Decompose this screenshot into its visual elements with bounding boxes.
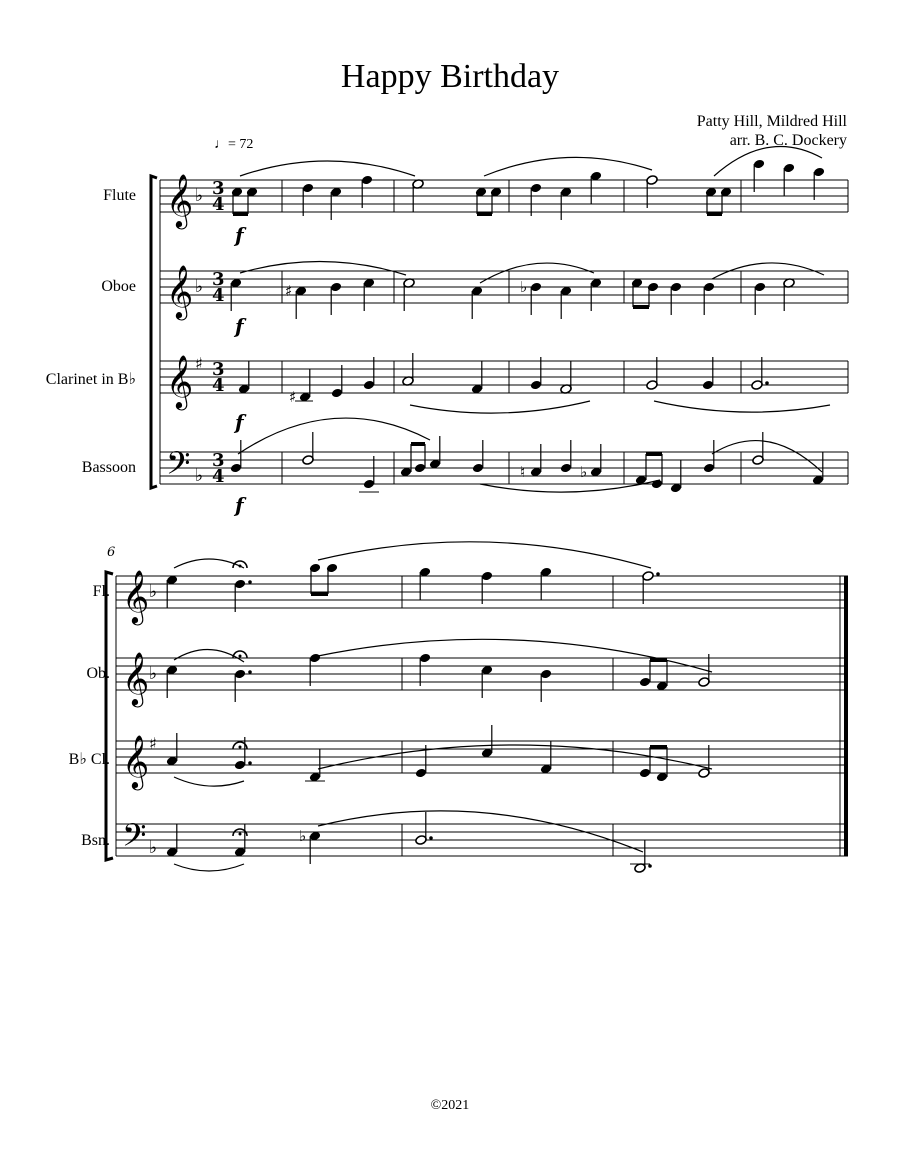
key-signature: ♭ bbox=[149, 582, 158, 602]
system-bracket bbox=[106, 572, 113, 860]
slur bbox=[484, 157, 652, 176]
slur bbox=[318, 811, 643, 852]
instrument-name-flute: Flute bbox=[103, 187, 136, 204]
dot bbox=[248, 580, 252, 584]
slur bbox=[480, 263, 594, 283]
slur bbox=[174, 649, 244, 662]
key-signature: ♭ bbox=[195, 277, 204, 297]
notehead bbox=[639, 768, 651, 779]
slur bbox=[410, 401, 590, 413]
composer-credit: Patty Hill, Mildred Hill bbox=[696, 113, 847, 130]
slur bbox=[238, 418, 430, 454]
slur bbox=[654, 401, 830, 412]
dot bbox=[656, 572, 660, 576]
dynamic-marking: f bbox=[235, 493, 244, 517]
fermata-dot bbox=[239, 655, 242, 658]
system-bracket bbox=[151, 176, 157, 488]
notehead bbox=[414, 463, 426, 474]
time-signature: 4 bbox=[212, 375, 225, 396]
dynamic-marking: f bbox=[235, 314, 244, 338]
accidental: ♯ bbox=[285, 282, 293, 300]
accidental: ♭ bbox=[299, 827, 307, 845]
dot bbox=[648, 864, 652, 868]
time-signature: 3 bbox=[212, 359, 225, 380]
key-signature: ♭ bbox=[195, 466, 204, 486]
fermata-dot bbox=[239, 746, 242, 749]
bass-clef-icon: 𝄢 bbox=[122, 817, 147, 861]
bass-clef-icon: 𝄢 bbox=[166, 445, 191, 489]
instrument-abbr-oboe: Ob. bbox=[86, 665, 110, 682]
treble-clef-icon: 𝄞 bbox=[166, 173, 194, 227]
slur bbox=[318, 639, 712, 672]
key-signature: ♭ bbox=[195, 186, 204, 206]
accidental: ♮ bbox=[520, 463, 526, 481]
instrument-abbr-clarinet: B♭ Cl. bbox=[68, 751, 110, 768]
key-signature: ♭ bbox=[149, 664, 158, 684]
tempo-value: = 72 bbox=[228, 137, 254, 152]
treble-clef-icon: 𝄞 bbox=[122, 734, 150, 788]
time-signature: 4 bbox=[212, 194, 225, 215]
slur bbox=[714, 146, 822, 176]
treble-clef-icon: 𝄞 bbox=[122, 651, 150, 705]
key-signature: ♯ bbox=[195, 354, 203, 373]
dynamic-marking: f bbox=[235, 223, 244, 247]
dot bbox=[765, 381, 769, 385]
slur bbox=[240, 261, 406, 275]
accidental: ♯ bbox=[289, 388, 297, 406]
dot bbox=[248, 761, 252, 765]
slur bbox=[712, 441, 822, 472]
notation-layer bbox=[106, 146, 848, 873]
fermata-dot bbox=[239, 833, 242, 836]
time-signature: 4 bbox=[212, 285, 225, 306]
instrument-name-bassoon: Bassoon bbox=[81, 459, 136, 476]
slur bbox=[480, 480, 660, 492]
quarter-note-icon: ♩ bbox=[214, 137, 228, 152]
treble-clef-icon: 𝄞 bbox=[122, 569, 150, 623]
treble-clef-icon: 𝄞 bbox=[166, 264, 194, 318]
score-title: Happy Birthday bbox=[340, 58, 560, 95]
dot bbox=[429, 836, 433, 840]
time-signature: 3 bbox=[212, 269, 225, 290]
accidental: ♭ bbox=[580, 463, 588, 481]
time-signature: 4 bbox=[212, 466, 225, 487]
instrument-abbr-bassoon: Bsn. bbox=[81, 832, 110, 849]
copyright: ©2021 bbox=[430, 1098, 470, 1113]
instrument-abbr-flute: Fl. bbox=[92, 583, 110, 600]
key-signature: ♯ bbox=[149, 734, 157, 753]
notehead bbox=[639, 677, 651, 688]
instrument-name-oboe: Oboe bbox=[101, 278, 136, 295]
accidental: ♭ bbox=[520, 278, 528, 296]
arranger-credit: arr. B. C. Dockery bbox=[729, 132, 847, 149]
treble-clef-icon: 𝄞 bbox=[166, 354, 194, 408]
dot bbox=[248, 670, 252, 674]
time-signature: 3 bbox=[212, 450, 225, 471]
slur bbox=[318, 542, 651, 568]
slur bbox=[174, 864, 244, 871]
slur bbox=[240, 161, 415, 176]
instrument-name-clarinet: Clarinet in B♭ bbox=[45, 371, 136, 388]
key-signature: ♭ bbox=[149, 838, 158, 858]
dynamic-marking: f bbox=[235, 410, 244, 434]
time-signature: 3 bbox=[212, 178, 225, 199]
measure-number: 6 bbox=[107, 545, 116, 560]
slur bbox=[174, 777, 244, 786]
